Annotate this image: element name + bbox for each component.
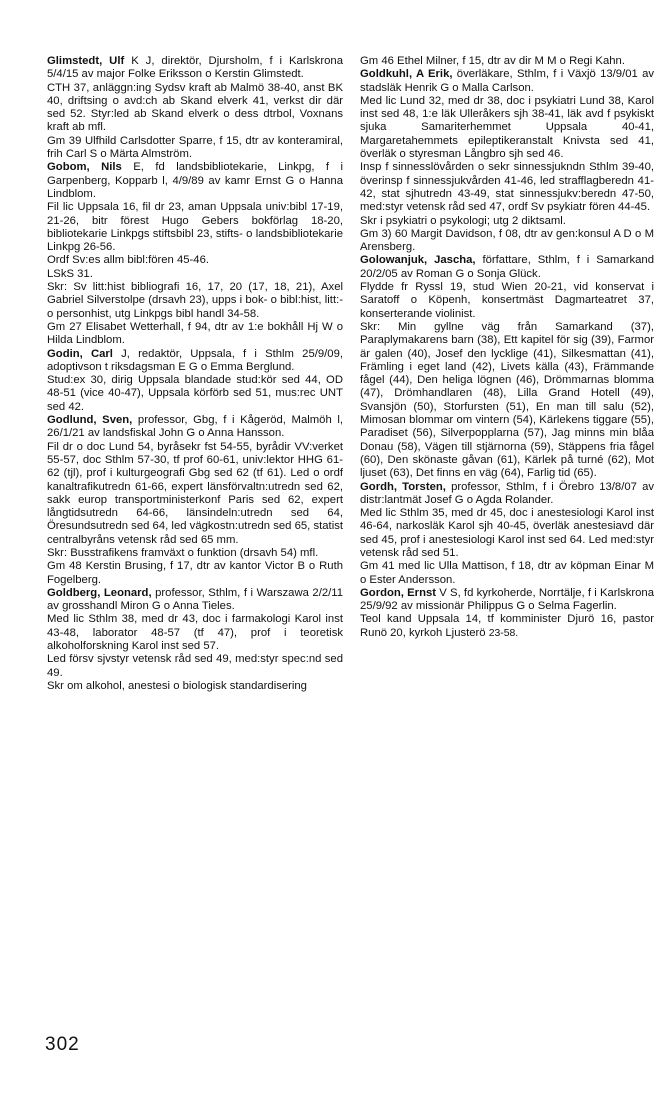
entry-text: E, fd landsbibliotekarie, Linkpg, f i Garpenberg, Kopparb l, 4/9/89 av kamr Ernst G o Hanna Lindblom. [47, 161, 344, 200]
entry-paragraph: Flydde fr Ryssl 19, stud Wien 20-21, vid konservat i Saratoff o Köpenh, konsertmäst Dagmarteatret 37, konserterande violinist. [360, 281, 654, 320]
entry-paragraph [47, 587, 343, 614]
entry-godin [47, 348, 343, 414]
entry-godlund [47, 414, 343, 587]
page-number: 302 [45, 1034, 80, 1055]
entry-paragraph: Med lic Lund 32, med dr 38, doc i psykiatri Lund 38, Karol inst sed 48, 1:e läk Ulleråkers sjh 38-41, läk avd f psykiskt sjuka Samariterhemmet Uppsala 40-41, Margaretahemmets epileptikeranstalt Knivsta sed 41, överläk o styresman Långbro sjh sed 46. [360, 94, 654, 161]
entry-paragraph [360, 613, 654, 640]
entry-paragraph: Ordf Sv:es allm bibl:fören 45-46. [47, 254, 209, 267]
left-column [47, 55, 343, 693]
entry-paragraph: Gm 46 Ethel Milner, f 15, dtr av dir M M o Regi Kahn. [360, 55, 625, 67]
entry-text: Teol kand Uppsala 14, tf komminister Djurö 16, pastor Runö 20, kyrkoh Ljusterö [360, 613, 654, 639]
entry-paragraph [360, 68, 654, 95]
right-column [360, 55, 654, 640]
entry-paragraph: Skr om alkohol, anestesi o biologisk standardisering [47, 679, 307, 692]
entry-gordh [360, 481, 654, 587]
entry-paragraph: Gm 48 Kerstin Brusing, f 17, dtr av kantor Victor B o Ruth Fogelberg. [47, 560, 343, 586]
entry-text: professor, Sthlm, f i Örebro 13/8/07 av distr:lantmät Josef G o Agda Rolander. [360, 480, 655, 506]
entry-paragraph [360, 587, 654, 614]
entry-paragraph: Fil lic Uppsala 16, fil dr 23, aman Uppsala univ:bibl 17-19, 21-26, bitr förest Hugo Gebers bokförlag 18-20, bibliotekarie Linkpgs stiftsbibl 23, stifts- o landsbibliotekarie Linkpg 26-56. [47, 201, 343, 254]
entry-text: professor, Gbg, f i Kågeröd, Malmöh l, 26/1/21 av landsfiskal John G o Anna Hansson. [47, 414, 343, 440]
entry-name: Glimstedt, Ulf [47, 55, 125, 67]
entry-name: Gobom, Nils [47, 161, 122, 174]
entry-text: V S, fd kyrkoherde, Norrtälje, f i Karlskrona 25/9/92 av missionär Philippus G o Selma Fagerlin. [360, 586, 654, 613]
entry-text: överläkare, Sthlm, f i Växjö 13/9/01 av stadsläk Henrik G o Malla Carlson. [360, 68, 654, 94]
entry-paragraph [360, 254, 654, 281]
entry-text: J, redaktör, Uppsala, f i Sthlm 25/9/09, adoptivson t riksdagsman E G o Emma Berglund. [47, 347, 343, 373]
entry-name: Gordon, Ernst [360, 586, 437, 599]
entry-paragraph: Led försv sjvstyr vetensk råd sed 49, med:styr spec:nd sed 49. [47, 653, 343, 679]
entry-name: Godin, Carl [47, 347, 113, 360]
entry-text: författare, Sthlm, f i Samarkand 20/2/05 av Roman G o Sonja Glück. [360, 254, 654, 280]
entry-goldkuhl [360, 68, 654, 254]
entry-paragraph [47, 348, 343, 375]
entry-paragraph: Fil dr o doc Lund 54, byråsekr fst 54-55, byrådir VV:verket 55-57, doc Sthlm 57-30, tf prof 60-61, univ:lektor HHG 61-62 (tjl), prof i kulturgeografi Gbg sed 62 (tf 61). Led o ordf kanaltrafikutredn 61-66, expert länsförvaltn:utredn sed 62, sakk europ transportministerkonf Paris sed 62, expert långtidsutredn 64-66, länsindeln:utredn sed 64, Öresundsutredn sed 64, led vägkostn:utredn sed 65, statist centralbyråns vetensk råd sed 65 mm. [47, 440, 343, 546]
entry-paragraph: Gm 41 med lic Ulla Mattison, f 18, dtr av köpman Einar M o Ester Andersson. [360, 560, 654, 586]
entry-paragraph: Insp f sinnesslövården o sekr sinnessjukndn Sthlm 39-40, överinsp f sinnessjukvården 41-46, led strafflagberedn 41-42, stat sjhutredn 43-49, stat sinnessjukv:beredn 47-50, med:styr vetensk råd sed 47, ordf Sv psykiatr fören 44-45. [360, 161, 654, 214]
entry-text: 23-58. [488, 627, 519, 639]
entry-text: professor, Sthlm, f i Warszawa 2/2/11 av grosshandl Miron G o Anna Tieles. [47, 586, 344, 613]
entry-paragraph [47, 55, 343, 82]
entry-paragraph: Med lic Sthlm 35, med dr 45, doc i anestesiologi Karol inst 46-64, narkosläk Karol sjh 40-45, överläk anestesiavd där sed 45, prof i anestesiologi Karol inst sed 64. Led med:styr vetensk råd sed 51. [360, 507, 654, 559]
entry-glimstedt [47, 55, 343, 161]
entry-paragraph: Med lic Sthlm 38, med dr 43, doc i farmakologi Karol inst 43-48, laborator 48-57 (tf 47), prof i teoretisk alkoholforskning Karol inst sed 57. [47, 613, 343, 653]
entry-name: Gordh, Torsten, [360, 480, 446, 493]
entry-text: K J, direktör, Djursholm, f i Karlskrona 5/4/15 av major Folke Eriksson o Kerstin Glimstedt. [47, 55, 344, 81]
entry-paragraph: Skr: Min gyllne väg från Samarkand (37), Paraplymakarens barn (38), Ett kapitel för sig (39), Farmor är galen (40), Josef den lycklige (41), Silkesmattan (41), Främling i eget land (42), Livets källa (43), Främmande fågel (44), Den heliga lögnen (46), Drömmarnas blomma (47), Drömhandlaren (48), Lilla Grand Hotell (49), Svansjön (50), Storfursten (51), En man till salu (52), Mimosan blommar om vintern (54), Kärlekens tiggare (55), Paradiset (56), Silverpopplarna (57), Jag minns min blåa Donau (58), Vägen till stjärnorna (59), Stäppens fria fågel (60), Den skönaste gåvan (61), Kärlek på turné (62), Mot ljuset (63), Det finns en väg (64), Farlig tid (65). [360, 320, 654, 480]
entry-paragraph: Gm 39 Ulfhild Carlsdotter Sparre, f 15, dtr av konteramiral, frih Carl S o Märta Almström. [47, 134, 343, 161]
entry-paragraph: Skr: Busstrafikens framväxt o funktion (drsavh 54) mfl. [47, 546, 319, 559]
entry-paragraph [47, 161, 343, 201]
entry-name: Golowanjuk, Jascha, [360, 254, 476, 267]
entry-gobom [47, 161, 343, 347]
entry-paragraph: Gm 3) 60 Margit Davidson, f 08, dtr av gen:konsul A D o M Arensberg. [360, 227, 654, 254]
entry-paragraph: Skr: Sv litt:hist bibliografi 16, 17, 20 (17, 18, 21), Axel Gabriel Silverstolpe (drsavh 23), upps i bok- o bibl:hist, litt:- o personhist, utg Linkpgs bibl handl 34-58. [47, 281, 343, 320]
entry-paragraph: LSkS 31. [47, 267, 93, 280]
entry-goldberg-continued [360, 55, 654, 68]
entry-paragraph [47, 414, 343, 441]
entry-paragraph: Stud:ex 30, dirig Uppsala blandade stud:kör sed 44, OD 48-51 (vice 40-47), Uppsala körförb sed 51, mus:rec UNT sed 42. [47, 374, 343, 413]
entry-paragraph: CTH 37, anläggn:ing Sydsv kraft ab Malmö 38-40, anst BK 40, driftsing o avd:ch ab Skand elverk 41, verkst dir där sed 52. Styr:led ab Skand elverk o dess dtrbol, Voxnans kraft ab mfl. [47, 81, 343, 134]
entry-goldberg [47, 587, 343, 693]
entry-paragraph: Skr i psykiatri o psykologi; utg 2 diktsaml. [360, 214, 566, 227]
entry-golowanjuk [360, 254, 654, 480]
entry-name: Godlund, Sven, [47, 414, 133, 427]
entry-paragraph [360, 481, 654, 508]
entry-gordon [360, 587, 654, 640]
entry-paragraph: Gm 27 Elisabet Wetterhall, f 94, dtr av 1:e bokhåll Hj W o Hilda Lindblom. [47, 320, 343, 347]
entry-name: Goldkuhl, A Erik, [360, 68, 453, 81]
entry-name: Goldberg, Leonard, [47, 586, 152, 599]
